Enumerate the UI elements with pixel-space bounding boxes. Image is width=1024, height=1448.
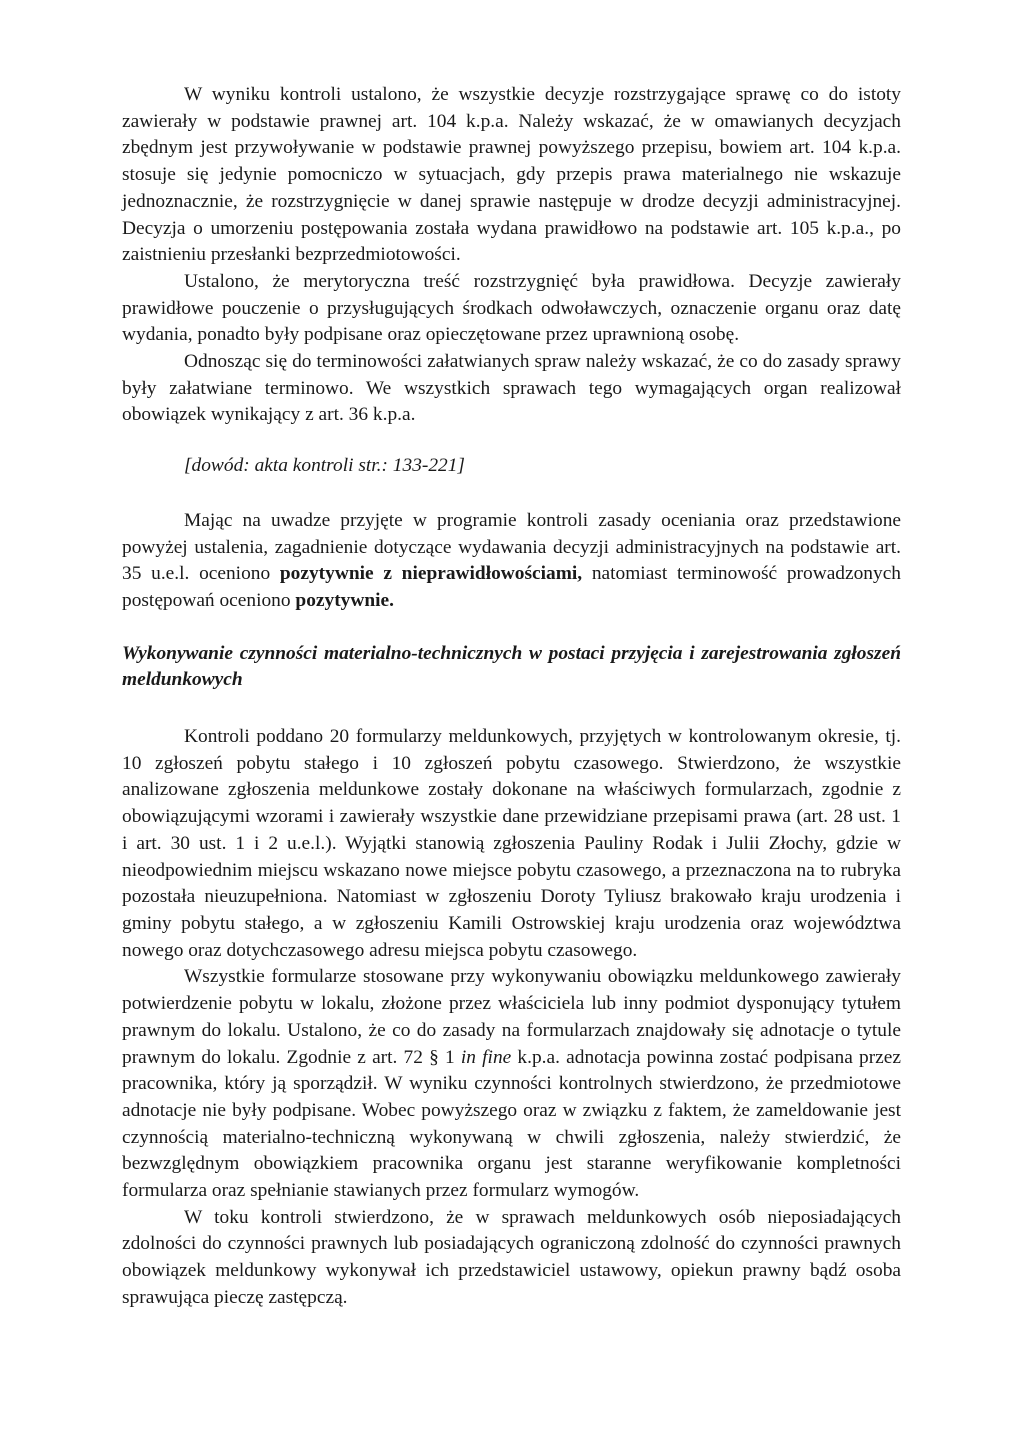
annotations-text-after: k.p.a. adnotacja powinna zostać podpisana przez pracownika, który ją sporządził. W wyniku czynności kontrolnych stwierdzono, że przedmiotowe adnotacje nie były podpisane. Wobec powyższego oraz w związku z faktem, że zameldowanie jest czynnością materialno-techniczną wykonywaną w chwili zgłoszenia, należy stwierdzić, że bezwzględnym obowiązkiem pracownika organu jest staranne weryfikowanie kompletności formularza oraz spełnianie stawianych przez formularz wymogów. bbox=[122, 1046, 901, 1202]
paragraph-decisions-legal-basis: W wyniku kontroli ustalono, że wszystkie decyzje rozstrzygające sprawę co do istoty zawierały w podstawie prawnej art. 104 k.p.a. Należy wskazać, że w omawianych decyzjach zbędnym jest przywoływanie w podstawie prawnej powyższego przepisu, bowiem art. 104 k.p.a. stosuje się jedynie pomocniczo w sytuacjach, gdy przepis prawa materialnego nie wskazuje jednoznacznie, że rozstrzygnięcie w danej sprawie następuje w drodze decyzji administracyjnej. Decyzja o umorzeniu postępowania została wydana prawidłowo na podstawie art. 105 k.p.a., po zaistnieniu przesłanki bezprzedmiotowości. bbox=[122, 84, 901, 266]
annotations-italic-term: in fine bbox=[460, 1046, 512, 1068]
paragraph-substantive-content: Ustalono, że merytoryczna treść rozstrzygnięć była prawidłowa. Decyzje zawierały prawidłowe pouczenie o przysługujących środkach odwoławczych, oznaczenie organu oraz datę wydania, ponadto były podpisane oraz opieczętowane przez uprawnioną osobę. bbox=[122, 270, 901, 346]
paragraph-assessment bbox=[122, 508, 901, 615]
assessment-rating-positive: pozytywnie. bbox=[295, 589, 394, 611]
paragraph-legal-representatives: W toku kontroli stwierdzono, że w sprawach meldunkowych osób nieposiadających zdolności do czynności prawnych lub posiadających ograniczoną zdolność do czynności prawnych obowiązek meldunkowy wykonywał ich przedstawiciel ustawowy, opiekun prawny bądź osoba sprawująca pieczę zastępczą. bbox=[122, 1206, 901, 1308]
assessment-text-middle: natomiast terminowość prowadzonych postępowań oceniono bbox=[122, 563, 901, 611]
paragraph-registration-forms: Kontroli poddano 20 formularzy meldunkowych, przyjętych w kontrolowanym okresie, tj. 10 zgłoszeń pobytu stałego i 10 zgłoszeń pobytu czasowego. Stwierdzono, że wszystkie analizowane zgłoszenia meldunkowe zostały dokonane na właściwych formularzach, zgodnie z obowiązującymi wzorami i zawierały wszystkie dane przewidziane przepisami prawa (art. 28 ust. 1 i art. 30 ust. 1 i 2 u.e.l.). Wyjątki stanowią zgłoszenia Pauliny Rodak i Julii Złochy, gdzie w nieodpowiednim miejscu wskazano nowe miejsce pobytu czasowego, a przeznaczona na to rubryka pozostała nieuzupełniona. Natomiast w zgłoszeniu Doroty Tyliusz brakowało kraju urodzenia i gminy pobytu stałego, a w zgłoszeniu Kamili Ostrowskiej kraju urodzenia oraz województwa nowego oraz dotychczasowego adresu miejsca pobytu czasowego. bbox=[122, 726, 901, 961]
section-heading: Wykonywanie czynności materialno-technicznych w postaci przyjęcia i zarejestrowania zgłoszeń meldunkowych bbox=[122, 642, 901, 691]
paragraph-timeliness: Odnosząc się do terminowości załatwianych spraw należy wskazać, że co do zasady sprawy były załatwiane terminowo. We wszystkich sprawach tego wymagających organ realizował obowiązek wynikający z art. 36 k.p.a. bbox=[122, 351, 901, 426]
assessment-rating-positive-with-irregularities: pozytywnie z nieprawidłowościami, bbox=[279, 563, 583, 585]
assessment-text-before: Mając na uwadze przyjęte w programie kontroli zasady oceniania oraz przedstawione powyżej ustalenia, zagadnienie dotyczące wydawania decyzji administracyjnych na podstawie art. 35 u.e.l. oceniono bbox=[122, 509, 901, 585]
paragraph-annotations bbox=[122, 964, 901, 1204]
annotations-text-before: Wszystkie formularze stosowane przy wykonywaniu obowiązku meldunkowego zawierały potwierdzenie pobytu w lokalu, złożone przez właściciela lub inny podmiot dysponujący tytułem prawnym do lokalu. Ustalono, że co do zasady na formularzach znajdowały się adnotacje o tytule prawnym do lokalu. Zgodnie z art. 72 § 1 bbox=[122, 966, 901, 1068]
evidence-reference: [dowód: akta kontroli str.: 133-221] bbox=[184, 455, 465, 477]
document-page bbox=[122, 82, 901, 1312]
